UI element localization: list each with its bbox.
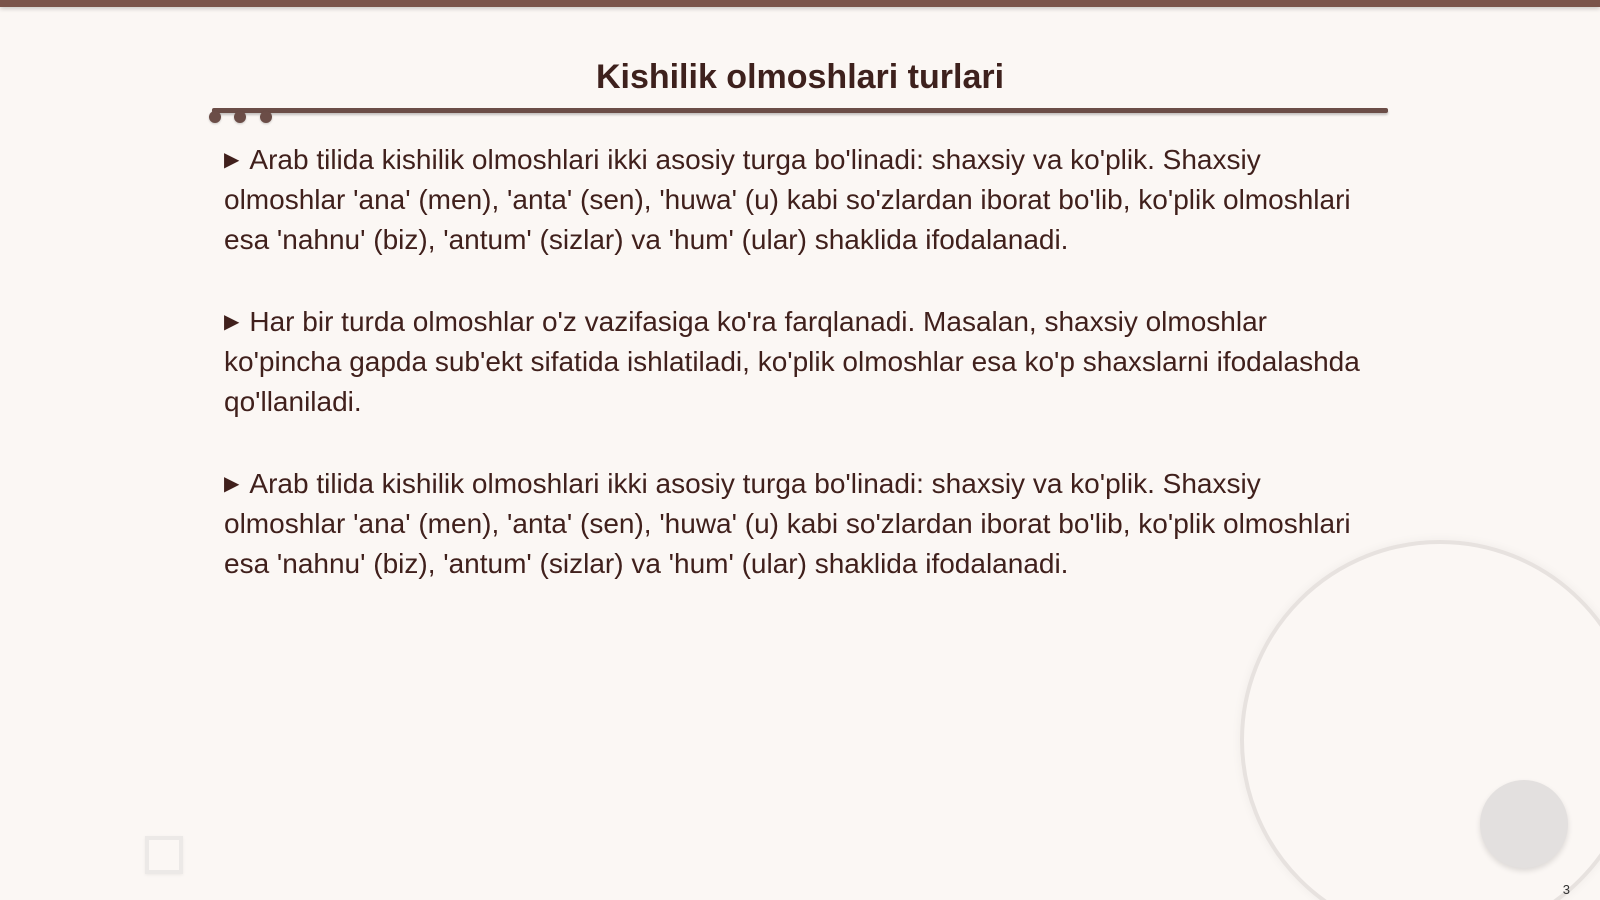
top-accent-bar	[0, 0, 1600, 7]
decorative-disc	[1480, 780, 1568, 868]
triangle-bullet-icon: ▶	[224, 473, 240, 495]
underline-dot	[209, 111, 221, 123]
triangle-bullet-icon: ▶	[224, 149, 240, 171]
title-underline	[212, 108, 1388, 113]
bullet-item	[224, 464, 1374, 584]
page-number: 3	[1562, 882, 1570, 897]
bullet-text: Arab tilida kishilik olmoshlari ikki asosiy turga bo'linadi: shaxsiy va ko'plik. Shaxsiy olmoshlar 'ana' (men), 'anta' (sen), 'huwa' (u) kabi so'zlardan iborat bo'lib, ko'plik olmoshlari esa 'nahnu' (biz), 'antum' (sizlar) va 'hum' (ular) shaklida ifodalanadi.	[224, 144, 1351, 255]
triangle-bullet-icon: ▶	[224, 311, 240, 333]
bullet-item	[224, 302, 1374, 422]
bullet-text: Har bir turda olmoshlar o'z vazifasiga ko'ra farqlanadi. Masalan, shaxsiy olmoshlar ko'pincha gapda sub'ekt sifatida ishlatiladi, ko'plik olmoshlar esa ko'p shaxslarni ifodalashda qo'llaniladi.	[224, 306, 1360, 417]
underline-dot	[260, 111, 272, 123]
bullet-text: Arab tilida kishilik olmoshlari ikki asosiy turga bo'linadi: shaxsiy va ko'plik. Shaxsiy olmoshlar 'ana' (men), 'anta' (sen), 'huwa' (u) kabi so'zlardan iborat bo'lib, ko'plik olmoshlari esa 'nahnu' (biz), 'antum' (sizlar) va 'hum' (ular) shaklida ifodalanadi.	[224, 468, 1351, 579]
underline-dot	[234, 111, 246, 123]
bullet-item	[224, 140, 1374, 260]
decorative-square	[145, 836, 183, 874]
slide-title: Kishilik olmoshlari turlari	[595, 58, 1005, 96]
bullet-list	[224, 140, 1374, 626]
